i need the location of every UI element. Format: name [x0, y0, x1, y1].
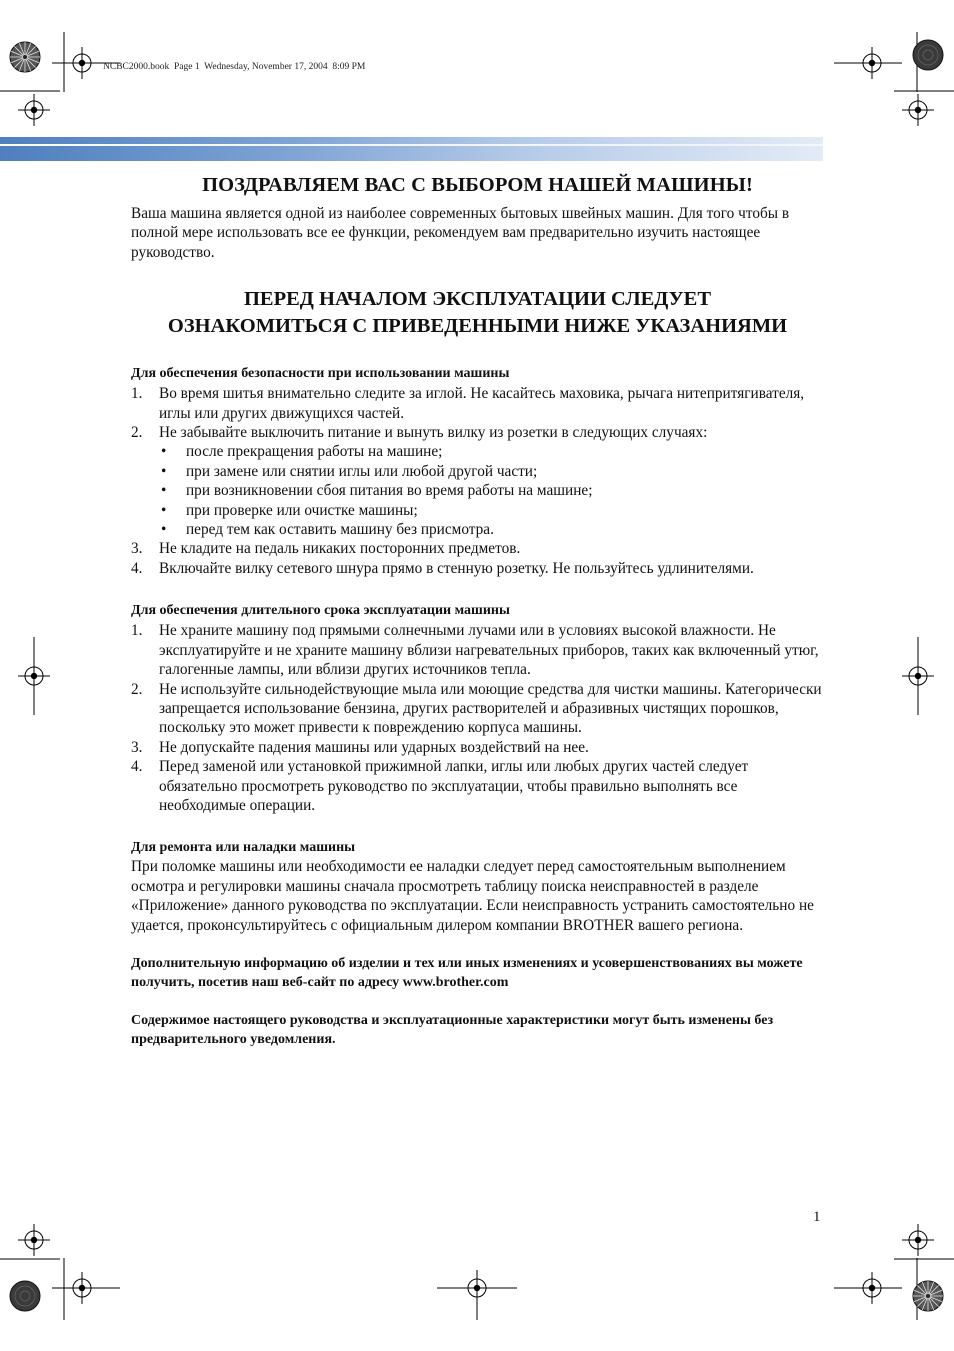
header-band-stripe: [0, 144, 823, 146]
registration-mark: [18, 660, 50, 692]
unplug-cases-list: [159, 442, 824, 539]
header-band: [0, 137, 823, 161]
item-number: 1.: [131, 385, 143, 403]
bullet-item: [159, 481, 824, 500]
bullet-icon: •: [161, 443, 167, 461]
repair-title: Для ремонта или наладки машины: [131, 840, 356, 856]
disclaimer-note: Содержимое настоящего руководства и эксплуатационные характеристики могут быть изменены без предварительного уведомления.: [131, 1012, 774, 1047]
registration-mark: [902, 660, 934, 692]
section-heading: [131, 286, 824, 340]
item-number: 4.: [131, 758, 143, 776]
bullet-icon: •: [161, 521, 167, 539]
bullet-item: [159, 501, 824, 520]
list-item: [131, 680, 824, 738]
item-text: Перед заменой или установкой прижимной лапки, иглы или любых других частей следует обязательно просмотреть руководство по эксплуатации, чтобы правильно выполнять все необходимые операции.: [159, 758, 749, 814]
dial-mark-top-left: [10, 42, 40, 72]
bullet-text: перед тем как оставить машину без присмотра.: [186, 521, 494, 539]
item-text: Не забывайте выключить питание и вынуть вилку из розетки в следующих случаях:: [159, 424, 708, 442]
bullet-item: [159, 462, 824, 481]
item-text: Не храните машину под прямыми солнечными лучами или в условиях высокой влажности. Не эксплуатируйте и не храните машину вблизи нагревательных приборов, таких как включенный утюг, галогенные лампы, или вблизи других источников тепла.: [159, 622, 819, 679]
longevity-title: Для обеспечения длительного срока эксплуатации машины: [131, 603, 510, 619]
item-text: Не допускайте падения машины или ударных воздействий на нее.: [159, 738, 589, 756]
registration-mark: [18, 94, 50, 126]
bullet-icon: •: [161, 462, 167, 480]
registration-mark: [902, 1224, 934, 1256]
registration-mark: [18, 1224, 50, 1256]
item-number: 3.: [131, 738, 143, 756]
list-item: [131, 738, 824, 757]
dial-mark-top-right: [913, 40, 943, 70]
list-item: [131, 539, 824, 558]
longevity-list: [131, 621, 824, 815]
bullet-text: после прекращения работы на машине;: [186, 443, 443, 461]
item-text: Не кладите на педаль никаких посторонних предметов.: [159, 540, 521, 558]
section-heading-line2: ОЗНАКОМИТЬСЯ С ПРИВЕДЕННЫМИ НИЖЕ УКАЗАНИЯМИ: [167, 315, 788, 338]
item-number: 1.: [131, 622, 143, 640]
item-number: 3.: [131, 540, 143, 558]
safety-list: [131, 384, 824, 578]
item-number: 2.: [131, 680, 143, 698]
bullet-text: при возникновении сбоя питания во время работы на машине;: [186, 482, 593, 500]
intro-paragraph: Ваша машина является одной из наиболее современных бытовых швейных машин. Для того чтобы в полной мере использовать все ее функции, рекомендуем вам предварительно изучить настоящее руководство.: [131, 205, 790, 261]
bullet-item: [159, 442, 824, 461]
website-note: Дополнительную информацию об изделии и тех или иных изменениях и усовершенствованиях вы можете получить, посетив наш веб-сайт по адресу www.brother.com: [131, 955, 803, 990]
bullet-icon: •: [161, 482, 167, 500]
section-heading-line1: ПЕРЕД НАЧАЛОМ ЭКСПЛУАТАЦИИ СЛЕДУЕТ: [243, 288, 712, 311]
list-item: [131, 384, 824, 423]
dial-mark-bottom-right: [913, 1281, 943, 1311]
list-item: [131, 621, 824, 679]
list-item: [131, 757, 824, 815]
page-title: ПОЗДРАВЛЯЕМ ВАС С ВЫБОРОМ НАШЕЙ МАШИНЫ!: [202, 174, 753, 196]
item-number: 2.: [131, 424, 143, 442]
bullet-text: при проверке или очистке машины;: [186, 501, 418, 519]
safety-title: Для обеспечения безопасности при использовании машины: [131, 366, 510, 382]
bullet-item: [159, 520, 824, 539]
bullet-icon: •: [161, 501, 167, 519]
list-item: [131, 559, 824, 578]
page-number: 1: [813, 1209, 821, 1225]
item-text: Не используйте сильнодействующие мыла или моющие средства для чистки машины. Категорически запрещается использование бензина, других растворителей и абразивных чистящих порошков, поскольку это может привести к повреждению корпуса машины.: [159, 680, 822, 737]
list-item: [131, 423, 824, 539]
repair-paragraph: При поломке машины или необходимости ее наладки следует перед самостоятельным выполнением осмотра и регулировки машины сначала просмотреть таблицу поиска неисправностей в разделе «Приложение» данного руководства по эксплуатации. Если неисправность устранить самостоятельно не удается, проконсультируйтесь с официальным дилером компании BROTHER вашего региона.: [131, 858, 814, 934]
page-content: [131, 172, 824, 1049]
item-text: Во время шитья внимательно следите за иглой. Не касайтесь маховика, рычага нитепритягивателя, иглы или других движущихся частей.: [159, 385, 805, 422]
registration-mark: [902, 94, 934, 126]
bullet-text: при замене или снятии иглы или любой другой части;: [186, 462, 538, 480]
file-slug: NCBC2000.book Page 1 Wednesday, November 17, 2004 8:09 PM: [103, 62, 366, 72]
dial-mark-bottom-left: [10, 1281, 40, 1311]
item-text: Включайте вилку сетевого шнура прямо в стенную розетку. Не пользуйтесь удлинителями.: [159, 559, 754, 577]
item-number: 4.: [131, 559, 143, 577]
